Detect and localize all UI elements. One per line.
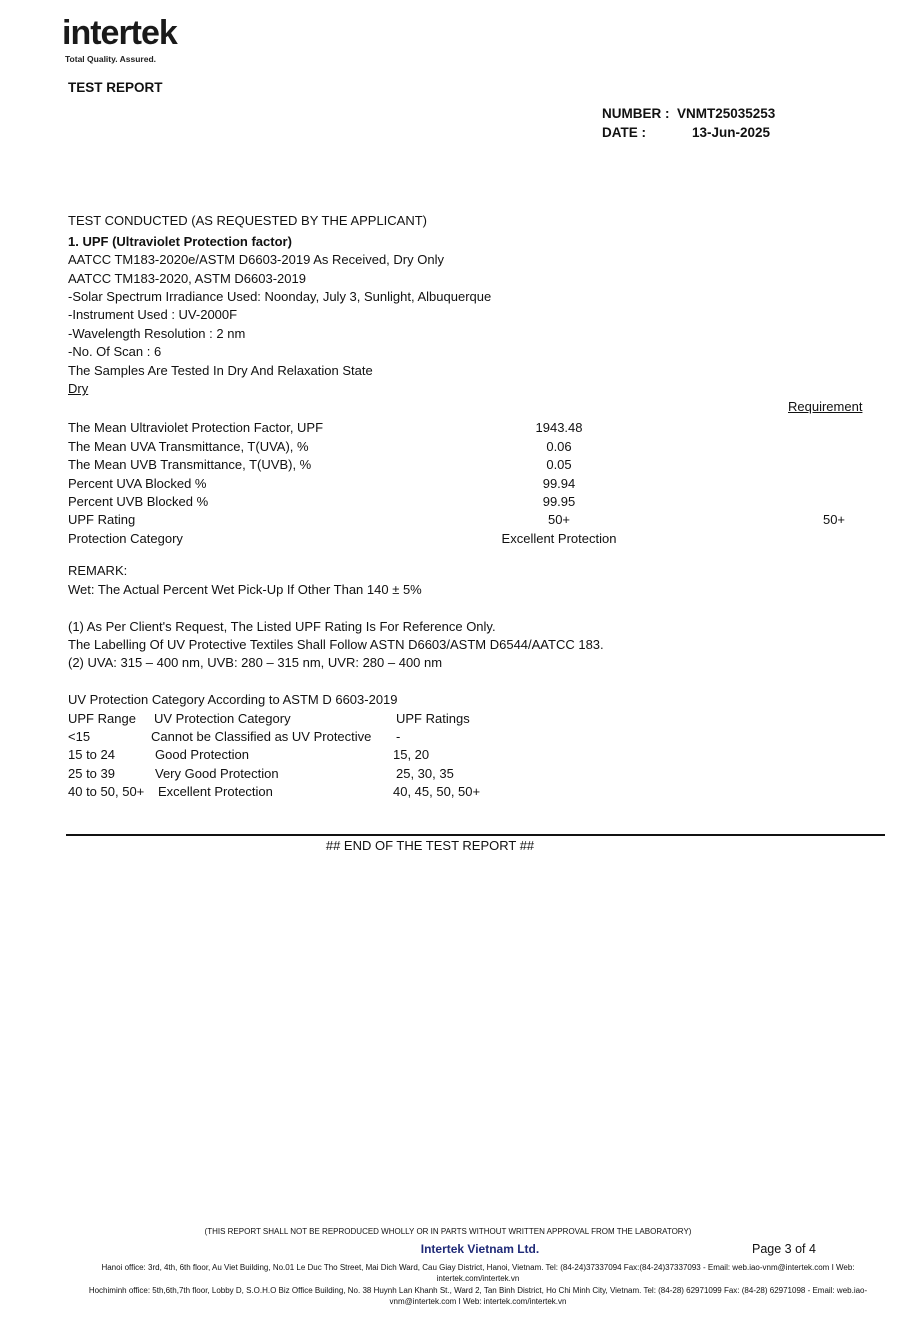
result-label: Protection Category bbox=[68, 531, 183, 546]
remark-note-1b: The Labelling Of UV Protective Textiles Shall Follow ASTN D6603/ASTM D6544/AATCC 183. bbox=[68, 637, 604, 652]
logo-tagline: Total Quality. Assured. bbox=[65, 54, 156, 64]
reproduction-notice: (THIS REPORT SHALL NOT BE REPRODUCED WHOLLY OR IN PARTS WITHOUT WRITTEN APPROVAL FROM THE LABORATORY) bbox=[204, 1227, 692, 1236]
category-cell: 25 to 39 bbox=[68, 766, 115, 781]
category-cell: Very Good Protection bbox=[155, 766, 279, 781]
result-value: Excellent Protection bbox=[501, 531, 617, 546]
result-requirement: 50+ bbox=[822, 512, 846, 527]
method-line: AATCC TM183-2020, ASTM D6603-2019 bbox=[68, 271, 306, 286]
result-label: The Mean UVA Transmittance, T(UVA), % bbox=[68, 439, 309, 454]
page-number: Page 3 of 4 bbox=[752, 1242, 816, 1256]
end-of-report: ## END OF THE TEST REPORT ## bbox=[325, 838, 535, 853]
remark-title: REMARK: bbox=[68, 563, 128, 578]
category-cell: Excellent Protection bbox=[158, 784, 273, 799]
category-cell: Cannot be Classified as UV Protective bbox=[151, 729, 372, 744]
result-value: 99.94 bbox=[542, 476, 576, 491]
category-cell: 40, 45, 50, 50+ bbox=[393, 784, 481, 799]
category-cell: <15 bbox=[68, 729, 91, 744]
result-value: 0.06 bbox=[546, 439, 572, 454]
method-line: The Samples Are Tested In Dry And Relaxation State bbox=[68, 363, 373, 378]
result-label: Percent UVB Blocked % bbox=[68, 494, 209, 509]
requirement-header: Requirement bbox=[788, 399, 863, 414]
category-cell: 15 to 24 bbox=[68, 747, 115, 762]
report-date-row bbox=[602, 125, 770, 140]
result-value: 0.05 bbox=[546, 457, 572, 472]
report-title: TEST REPORT bbox=[68, 80, 163, 95]
method-line: -Instrument Used : UV-2000F bbox=[68, 307, 238, 322]
test-conducted-line: TEST CONDUCTED (AS REQUESTED BY THE APPLICANT) bbox=[68, 213, 428, 228]
result-label: Percent UVA Blocked % bbox=[68, 476, 207, 491]
remark-note-2: (2) UVA: 315 – 400 nm, UVB: 280 – 315 nm, UVR: 280 – 400 nm bbox=[68, 655, 443, 670]
result-value: 99.95 bbox=[542, 494, 576, 509]
result-label: The Mean Ultraviolet Protection Factor, UPF bbox=[68, 420, 324, 435]
report-date-value: 13-Jun-2025 bbox=[692, 125, 771, 140]
method-line: -No. Of Scan : 6 bbox=[68, 344, 162, 359]
category-header: UPF Range bbox=[68, 711, 136, 726]
footer-company: Intertek Vietnam Ltd. bbox=[420, 1242, 540, 1256]
remark-note-1: (1) As Per Client's Request, The Listed UPF Rating Is For Reference Only. bbox=[68, 619, 496, 634]
intertek-logo: intertek bbox=[62, 14, 177, 52]
result-value: 50+ bbox=[547, 512, 571, 527]
method-line: -Solar Spectrum Irradiance Used: Noonday, July 3, Sunlight, Albuquerque bbox=[68, 289, 492, 304]
category-header: UV Protection Category bbox=[154, 711, 291, 726]
report-number-value: VNMT25035253 bbox=[677, 106, 776, 121]
remark-wet: Wet: The Actual Percent Wet Pick-Up If Other Than 140 ± 5% bbox=[68, 582, 422, 597]
category-cell: 40 to 50, 50+ bbox=[68, 784, 145, 799]
method-line: AATCC TM183-2020e/ASTM D6603-2019 As Received, Dry Only bbox=[68, 252, 444, 267]
hcm-office-address: Hochiminh office: 5th,6th,7th floor, Lobby D, S.O.H.O Biz Office Building, No. 38 Huynh Lan Khanh St., Ward 2, Tan Binh District, Ho Chi Minh City, Vietnam. Tel: (84-28) 62971099 Fax: (84-28) 62971098 - Email: web.iao-vnm@intertek.com I Web: intertek.com/intertek.vn bbox=[88, 1286, 868, 1306]
category-cell: Good Protection bbox=[155, 747, 249, 762]
category-cell: 25, 30, 35 bbox=[396, 766, 454, 781]
report-date-label: DATE : bbox=[602, 125, 646, 140]
report-number-row bbox=[602, 106, 775, 121]
section-title: 1. UPF (Ultraviolet Protection factor) bbox=[68, 234, 292, 249]
category-table-title: UV Protection Category According to ASTM D 6603-2019 bbox=[68, 692, 398, 707]
category-header: UPF Ratings bbox=[396, 711, 470, 726]
report-number-label: NUMBER : bbox=[602, 106, 670, 121]
method-line: -Wavelength Resolution : 2 nm bbox=[68, 326, 246, 341]
result-label: UPF Rating bbox=[68, 512, 136, 527]
result-label: The Mean UVB Transmittance, T(UVB), % bbox=[68, 457, 312, 472]
category-cell: 15, 20 bbox=[393, 747, 430, 762]
hanoi-office-address: Hanoi office: 3rd, 4th, 6th floor, Au Viet Building, No.01 Le Duc Tho Street, Mai Dich Ward, Cau Giay District, Hanoi, Vietnam. Tel: (84-24)37337094 Fax:(84-24)37337093 - Email: web.iao-vnm@intertek.com I Web: intertek.com/intertek.vn bbox=[101, 1263, 855, 1283]
end-divider bbox=[66, 834, 885, 836]
result-value: 1943.48 bbox=[535, 420, 583, 435]
dry-label: Dry bbox=[68, 381, 89, 396]
category-cell: - bbox=[396, 729, 401, 744]
